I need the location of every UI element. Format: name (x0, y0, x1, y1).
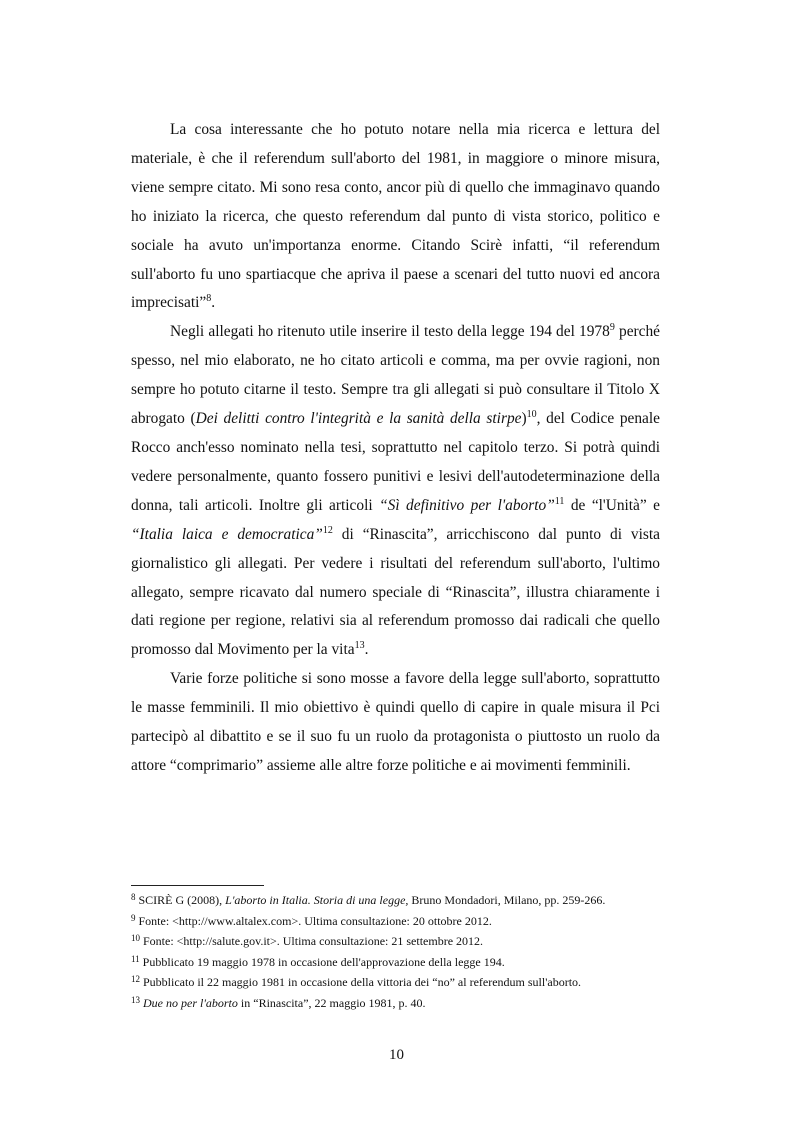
text-run: Fonte: <http://www.altalex.com>. Ultima consultazione: 20 ottobre 2012. (138, 913, 492, 928)
text-run: perché spesso, nel mio elaborato, ne ho citato articoli e comma, ma per ovvie ragioni, non sempre ho potuto citarne il testo. Sempre tra gli allegati si può consultare il Titolo X abrogato ( (131, 323, 661, 428)
footnote (131, 890, 671, 911)
italic-text: L'aborto in Italia. Storia di una legge, (225, 893, 409, 907)
footnote-ref: 13 (354, 640, 365, 652)
italic-text: “Sì definitivo per l'aborto” (379, 496, 555, 514)
text-run: . (211, 294, 216, 312)
body-text (131, 116, 660, 781)
italic-text: Dei delitti contro l'integrità e la sanità della stirpe (195, 410, 522, 428)
text-run: SCIRÈ G (2008), (138, 893, 226, 907)
text-run: Bruno Mondadori, Milano, pp. 259-266. (408, 893, 606, 907)
footnote-ref: 12 (322, 524, 333, 536)
footnote-ref: 11 (554, 495, 565, 507)
text-run: , del Codice penale Rocco anch'esso nominato nella tesi, soprattutto nel capitolo terzo. Si potrà quindi vedere personalmente, quanto fossero punitivi e lesivi dell'autodeterminazione della donna, tali articoli. Inoltre gli articoli (131, 410, 660, 514)
text-run: La cosa interessante che ho potuto notare nella mia ricerca e lettura del materiale, è che il referendum sull'aborto del 1981, in maggiore o minore misura, viene sempre citato. Mi sono resa conto, ancor più di quello che immaginavo quando ho iniziato la ricerca, che questo referendum dal punto di vista storico, politico e sociale ha avuto un'importanza enorme. Citando Scirè infatti, “il referendum sull'aborto fu uno spartiacque che apriva il paese a scenari del tutto nuovi ed ancora imprecisati” (131, 121, 660, 312)
text-run: Pubblicato il 22 maggio 1981 in occasione della vittoria dei “no” al referendum sull'aborto. (143, 975, 582, 989)
footnotes (131, 890, 671, 1013)
text-run: Varie forze politiche si sono mosse a favore della legge sull'aborto, soprattutto le masse femminili. Il mio obiettivo è quindi quello di capire in quale misura il Pci partecipò al dibattito e se il suo fu un ruolo da protagonista o piuttosto un ruolo da attore “comprimario” assieme alle altre forze politiche e ai movimenti femminili. (131, 670, 660, 774)
page-number: 10 (389, 1047, 404, 1063)
footnote (131, 911, 671, 932)
text-run: . (364, 641, 369, 659)
text-run: ) (521, 410, 527, 428)
text-run: in “Rinascita”, 22 maggio 1981, p. 40. (237, 995, 426, 1010)
footnote-number: 8 (131, 892, 136, 902)
footnote-number: 11 (131, 953, 140, 964)
italic-text: Due no per l'aborto (143, 995, 238, 1010)
italic-text: “Italia laica e democratica” (131, 525, 323, 543)
footnote-number: 13 (131, 994, 140, 1005)
footnote-ref: 10 (526, 409, 537, 421)
footnote-ref: 8 (206, 293, 212, 305)
footnote-number: 12 (131, 974, 140, 984)
footnote (131, 993, 671, 1014)
text-run: Negli allegati ho ritenuto utile inserire il testo della legge 194 del 1978 (170, 323, 610, 341)
paragraph (131, 318, 660, 665)
footnote (131, 952, 671, 973)
footnote-number: 10 (131, 933, 140, 943)
text-run: Fonte: <http://salute.gov.it>. Ultima consultazione: 21 settembre 2012. (143, 934, 484, 948)
footnote-number: 9 (131, 912, 136, 923)
text-run: di “Rinascita”, arricchiscono dal punto di vista giornalistico gli allegati. Per vedere i risultati del referendum sull'aborto, l'ultimo allegato, sempre ricavato dal numero speciale di “Rinascita”, illustra chiaramente i dati regione per regione, relativi sia al referendum promosso dai radicali che quello promosso dal Movimento per la vita (131, 525, 661, 659)
paragraph (131, 665, 660, 781)
footnote (131, 972, 671, 993)
footnote-ref: 9 (609, 322, 615, 334)
paragraph (131, 116, 660, 318)
text-run: de “l'Unità” e (564, 496, 660, 514)
text-run: Pubblicato 19 maggio 1978 in occasione dell'approvazione della legge 194. (142, 954, 505, 969)
footnote (131, 931, 671, 952)
footnote-separator (131, 885, 264, 886)
